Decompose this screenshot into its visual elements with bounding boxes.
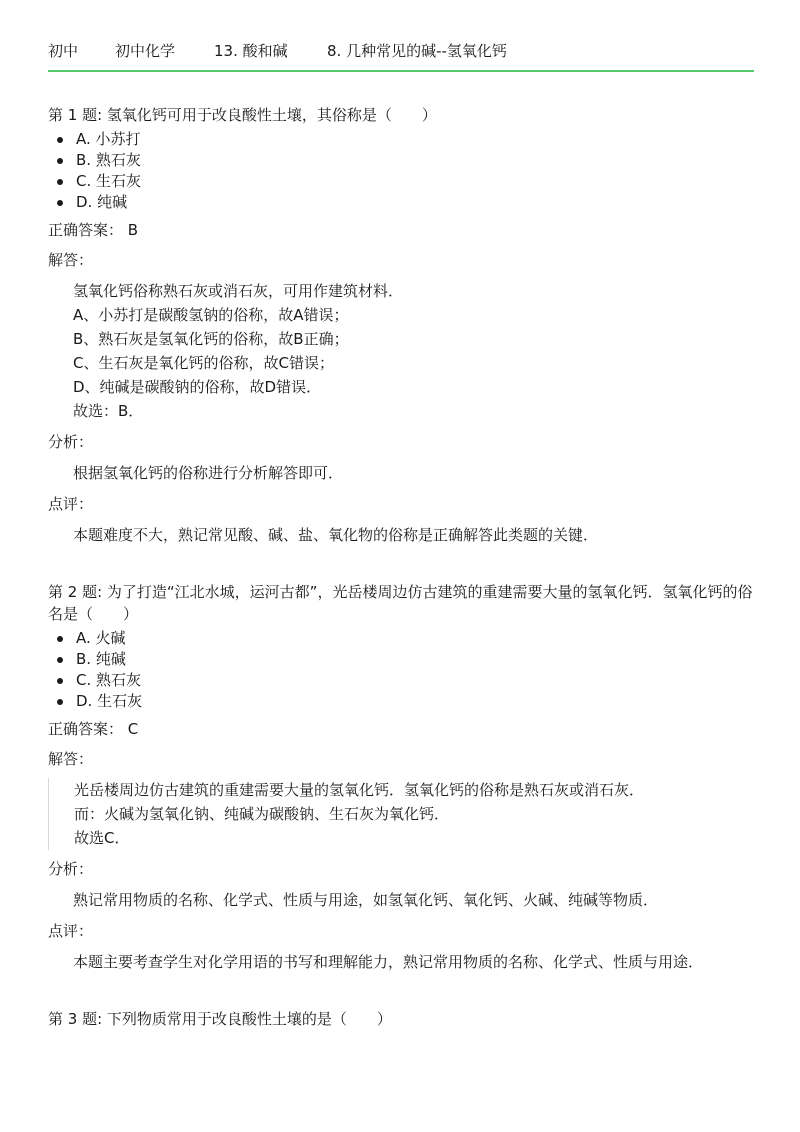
correct-answer: 正确答案： B — [48, 221, 139, 239]
comment-line: 本题主要考查学生对化学用语的书写和理解能力，熟记常用物质的名称、化学式、性质与用途． — [73, 953, 704, 971]
option-c: C. 熟石灰 — [76, 670, 754, 691]
solution-text — [48, 279, 754, 423]
solution-text — [48, 778, 754, 850]
analysis-label: 分析： — [48, 433, 94, 451]
breadcrumb-subject[interactable]: 初中化学 — [115, 42, 176, 60]
question-title: 第 1 题: 氢氧化钙可用于改良酸性土壤，其俗称是（ ） — [48, 106, 437, 124]
solution-line: A、小苏打是碳酸氢钠的俗称，故A错误； — [73, 306, 349, 324]
breadcrumb-chapter[interactable]: 13. 酸和碱 — [214, 42, 288, 60]
question-title: 第 3 题: 下列物质常用于改良酸性土壤的是（ ） — [48, 1010, 392, 1028]
analysis-line: 根据氢氧化钙的俗称进行分析解答即可． — [73, 464, 344, 482]
solution-label: 解答： — [48, 750, 94, 768]
solution-line: 故选C． — [74, 829, 130, 847]
option-d: D. 生石灰 — [76, 691, 754, 712]
solution-label: 解答： — [48, 251, 94, 269]
analysis-label: 分析： — [48, 860, 94, 878]
question-1 — [48, 104, 754, 547]
comment-text — [48, 950, 733, 974]
option-list — [48, 628, 754, 712]
solution-line: 光岳楼周边仿古建筑的重建需要大量的氢氧化钙．氢氧化钙的俗称是熟石灰或消石灰． — [74, 781, 645, 799]
question-3 — [48, 1008, 754, 1030]
solution-line: C、生石灰是氧化钙的俗称，故C错误； — [73, 354, 334, 372]
correct-answer: 正确答案： C — [48, 720, 139, 738]
breadcrumb-section[interactable]: 8. 几种常见的碱--氢氧化钙 — [327, 42, 507, 60]
analysis-line: 熟记常用物质的名称、化学式、性质与用途，如氢氧化钙、氧化钙、火碱、纯碱等物质． — [73, 891, 659, 909]
solution-line: 氢氧化钙俗称熟石灰或消石灰，可用作建筑材料． — [73, 282, 404, 300]
breadcrumb — [48, 40, 754, 72]
option-a: A. 火碱 — [76, 628, 754, 649]
analysis-text — [48, 461, 754, 485]
comment-line: 本题难度不大，熟记常见酸、碱、盐、氧化物的俗称是正确解答此类题的关键． — [73, 526, 599, 544]
comment-text — [48, 523, 754, 547]
option-a: A. 小苏打 — [76, 129, 754, 150]
option-c: C. 生石灰 — [76, 171, 754, 192]
option-b: B. 纯碱 — [76, 649, 754, 670]
comment-label: 点评： — [48, 922, 94, 940]
option-list — [48, 129, 754, 213]
question-list — [48, 104, 754, 1030]
question-2 — [48, 581, 754, 974]
solution-line: 而：火碱为氢氧化钠、纯碱为碳酸钠、生石灰为氧化钙． — [74, 805, 450, 823]
solution-line: D、纯碱是碳酸钠的俗称，故D错误． — [73, 378, 322, 396]
solution-line: B、熟石灰是氢氧化钙的俗称，故B正确； — [73, 330, 349, 348]
option-b: B. 熟石灰 — [76, 150, 754, 171]
question-title: 第 2 题: 为了打造“江北水城，运河古都”，光岳楼周边仿古建筑的重建需要大量的氢氧化钙．氢氧化钙的俗名是（ ） — [48, 583, 753, 623]
option-d: D. 纯碱 — [76, 192, 754, 213]
comment-label: 点评： — [48, 495, 94, 513]
analysis-text — [48, 888, 754, 912]
breadcrumb-level[interactable]: 初中 — [48, 42, 79, 60]
solution-line: 故选：B． — [73, 402, 144, 420]
